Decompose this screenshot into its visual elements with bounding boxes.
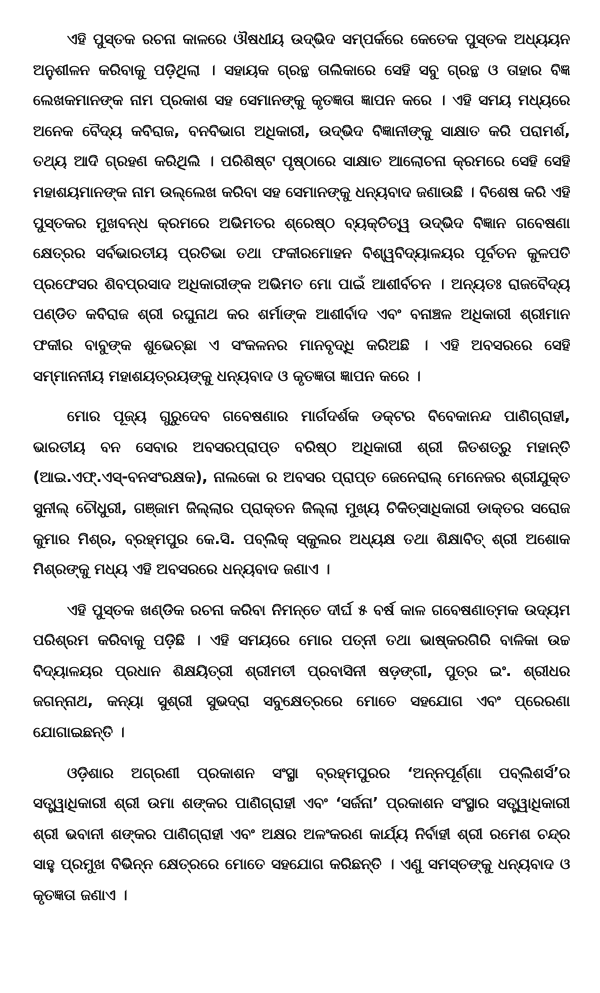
paragraph-family-acknowledgement: ଏହି ପୁସ୍ତକ ଖଣ୍ଡିକ ରଚନା କରିବା ନିମନ୍ତେ ଦୀର୍ଘ ୫ ବର୍ଷ କାଳ ଗବେଷଣାତ୍ମକ ଉଦ୍ୟମ ପରିଶ୍ରମ କରିବାକୁ ପଡ଼ିଛି । ଏହି ସମୟରେ ମୋର ପତ୍ନୀ ତଥା ଭାଷ୍କରଗିରି ବାଳିକା ଉଚ୍ଚ ବିଦ୍ୟାଳୟର ପ୍ରଧାନ ଶିକ୍ଷୟିତ୍ରୀ ଶ୍ରୀମତୀ ପ୍ରବାସିନୀ ଷଡ଼ଙ୍ଗୀ, ପୁତ୍ର ଇଂ. ଶ୍ରୀଧର ଜଗନ୍ନାଥ, କନ୍ୟା ସୁଶ୍ରୀ ସୁଭଦ୍ରା ସବୁକ୍ଷେତ୍ରରେ ମୋତେ ସହଯୋଗ ଏବଂ ପ୍ରେରଣା ଯୋଗାଇଛନ୍ତି । — [33, 600, 570, 742]
paragraph-mentor-acknowledgement: ମୋର ପୂଜ୍ୟ ଗୁରୁଦେବ ଗବେଷଣାର ମାର୍ଗଦର୍ଶକ ଡକ୍ଟର ବିବେକାନନ୍ଦ ପାଣିଗ୍ରାହୀ, ଭାରତୀୟ ବନ ସେବାର ଅବସରପ୍ରାପ୍ତ ବରିଷ୍ଠ ଅଧିକାରୀ ଶ୍ରୀ ଜିତଶତ୍ରୁ ମହାନ୍ତି (ଆଇ.ଏଫ୍.ଏସ୍-ବନସଂରକ୍ଷକ), ନାଲକୋ ର ଅବସର ପ୍ରାପ୍ତ ଜେନେରାଲ୍ ମେନେଜର ଶ୍ରୀଯୁକ୍ତ ସୁନୀଲ୍ ଚୌଧୁରୀ, ଗଞ୍ଜାମ ଜିଲ୍ଲାର ପ୍ରାକ୍ତନ ଜିଲ୍ଲା ମୁଖ୍ୟ ଚିକିତ୍ସାଧିକାରୀ ଡାକ୍ତର ସରୋଜ କୁମାର ମିଶ୍ର, ବ୍ରହ୍ମପୁର କେ.ସି. ପବ୍ଲିକ୍ ସ୍କୁଲର ଅଧ୍ୟକ୍ଷ ତଥା ଶିକ୍ଷାବିତ୍ ଶ୍ରୀ ଅଶୋକ ମିଶ୍ରଙ୍କୁ ମଧ୍ୟ ଏହି ଅବସରରେ ଧନ୍ୟବାଦ ଜଣାଏ । — [33, 407, 570, 579]
paragraph-publisher-acknowledgement: ଓଡ଼ିଶାର ଅଗ୍ରଣୀ ପ୍ରକାଶନ ସଂସ୍ଥା ବ୍ରହ୍ମପୁରର ‘ଅନ୍ନପୂର୍ଣ୍ଣା ପବ୍ଲିଶର୍ସ’ର ସତ୍ତ୍ୱାଧିକାରୀ ଶ୍ରୀ ଉମା ଶଙ୍କର ପାଣିଗ୍ରାହୀ ଏବଂ ‘ସର୍ଜନା’ ପ୍ରକାଶନ ସଂସ୍ଥାର ସତ୍ତ୍ୱାଧିକାରୀ ଶ୍ରୀ ଭବାନୀ ଶଙ୍କର ପାଣିଗ୍ରାହୀ ଏବଂ ଅକ୍ଷର ଅଳଂକରଣ କାର୍ଯ୍ୟ ନିର୍ବାହୀ ଶ୍ରୀ ରମେଶ ଚନ୍ଦ୍ର ସାହୁ ପ୍ରମୁଖ ବିଭିନ୍ନ କ୍ଷେତ୍ରରେ ମୋତେ ସହଯୋଗ କରିଛନ୍ତି । ଏଣୁ ସମସ୍ତଙ୍କୁ ଧନ୍ୟବାଦ ଓ କୃତଜ୍ଞତା ଜଣାଏ । — [33, 763, 570, 905]
paragraph-publication-acknowledgement: ଏହି ପୁସ୍ତକ ରଚନା କାଳରେ ଔଷଧୀୟ ଉଦ୍ଭିଦ ସମ୍ପର୍କରେ କେତେକ ପୁସ୍ତକ ଅଧ୍ୟୟନ ଅନୁଶୀଳନ କରିବାକୁ ପଡ଼ିଥିଲା । ସହାୟକ ଗ୍ରନ୍ଥ ତାଲିକାରେ ସେହି ସବୁ ଗ୍ରନ୍ଥ ଓ ତାହାର ବିଜ୍ଞ ଲେଖକମାନଙ୍କ ନାମ ପ୍ରକାଶ ସହ ସେମାନଙ୍କୁ କୃତଜ୍ଞତା ଜ୍ଞାପନ କରେ । ଏହି ସମୟ ମଧ୍ୟରେ ଅନେକ ବୈଦ୍ୟ କବିରାଜ, ବନବିଭାଗ ଅଧିକାରୀ, ଉଦ୍ଭିଦ ବିଜ୍ଞାନୀଙ୍କୁ ସାକ୍ଷାତ କରି ପରାମର୍ଶ, ତଥ୍ୟ ଆଦି ଗ୍ରହଣ କରିଥିଲି । ପରିଶିଷ୍ଟ ପୃଷ୍ଠାରେ ସାକ୍ଷାତ ଆଲୋଚନା କ୍ରମରେ ସେହି ସେହି ମହାଶୟମାନଙ୍କ ନାମ ଉଲ୍ଲେଖ କରିବା ସହ ସେମାନଙ୍କୁ ଧନ୍ୟବାଦ ଜଣାଉଛି । ବିଶେଷ କରି ଏହି ପୁସ୍ତକର ମୁଖବନ୍ଧ କ୍ରମରେ ଅଭିମତର ଶ୍ରେଷ୍ଠ ବ୍ୟକ୍ତିତ୍ୱ ଉଦ୍ଭିଦ ବିଜ୍ଞାନ ଗବେଷଣା କ୍ଷେତ୍ରର ସର୍ବଭାରତୀୟ ପ୍ରତିଭା ତଥା ଫକୀରମୋହନ ବିଶ୍ୱବିଦ୍ୟାଳୟର ପୂର୍ବତନ କୁଳପତି ପ୍ରଫେସର ଶିବପ୍ରସାଦ ଅଧିକାରୀଙ୍କ ଅଭିମତ ମୋ ପାଇଁ ଆଶୀର୍ବଚନ । ଅନ୍ୟତଃ ରାଜବୈଦ୍ୟ ପଣ୍ଡିତ କବିରାଜ ଶ୍ରୀ ରଘୁନାଥ କର ଶର୍ମାଙ୍କ ଆଶୀର୍ବାଦ ଏବଂ ବନାଞ୍ଚଳ ଅଧିକାରୀ ଶ୍ରୀମାନ ଫକୀର ବାବୁଙ୍କ ଶୁଭେଚ୍ଛା ଏ ସଂକଳନର ମାନବୃଦ୍ଧି କରିଅଛି । ଏହି ଅବସରରେ ସେହି ସମ୍ମାନନୀୟ ମହାଶୟତ୍ରୟଙ୍କୁ ଧନ୍ୟବାଦ ଓ କୃତଜ୍ଞତା ଜ୍ଞାପନ କରେ । — [33, 30, 570, 385]
